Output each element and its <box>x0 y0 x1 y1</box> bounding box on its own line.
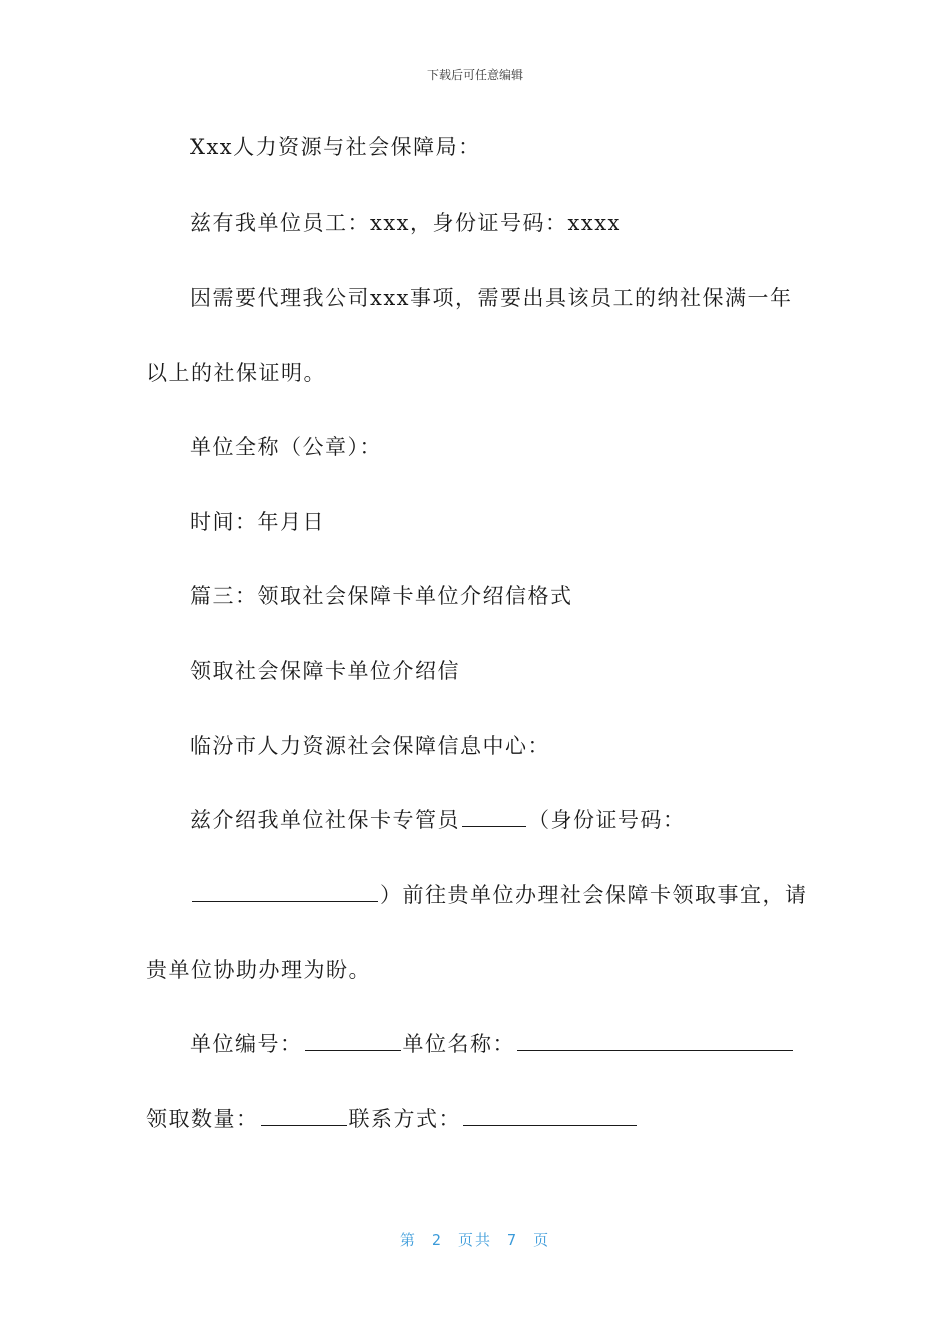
section-heading: 篇三：领取社会保障卡单位介绍信格式 <box>190 584 573 608</box>
quantity-blank[interactable] <box>261 1107 347 1126</box>
page-footer <box>0 1229 950 1250</box>
id-number-label: （身份证号码： <box>528 808 686 832</box>
unit-number-label: 单位编号： <box>190 1032 303 1056</box>
introduction-line <box>190 807 686 833</box>
page-suffix: 页 <box>533 1231 551 1249</box>
addressee-line: Xxx人力资源与社会保障局： <box>190 135 481 159</box>
unit-name-label: 单位名称： <box>402 1032 515 1056</box>
page-prefix: 第 <box>399 1231 417 1249</box>
errand-text: ）前往贵单位办理社会保障卡领取事宜，请 <box>380 883 808 907</box>
company-seal-line: 单位全称（公章）： <box>190 435 382 459</box>
unit-number-blank[interactable] <box>305 1032 401 1051</box>
letter-title: 领取社会保障卡单位介绍信 <box>190 659 460 683</box>
unit-name-blank[interactable] <box>517 1032 793 1051</box>
request-line: 贵单位协助办理为盼。 <box>146 958 371 982</box>
contact-blank[interactable] <box>463 1107 637 1126</box>
introduction-text: 兹介绍我单位社保卡专管员 <box>190 808 460 832</box>
quantity-contact-line <box>146 1106 639 1132</box>
agent-name-blank[interactable] <box>462 808 526 827</box>
id-number-blank[interactable] <box>192 883 378 902</box>
purpose-line-continued: 以上的社保证明。 <box>146 361 326 385</box>
date-line: 时间：年月日 <box>190 510 325 534</box>
quantity-label: 领取数量： <box>146 1107 259 1131</box>
id-number-line <box>190 882 808 908</box>
contact-label: 联系方式： <box>348 1107 461 1131</box>
employee-line: 兹有我单位员工：xxx，身份证号码：xxxx <box>190 211 621 235</box>
purpose-line: 因需要代理我公司xxx事项，需要出具该员工的纳社保满一年 <box>190 286 793 310</box>
page-middle: 页共 <box>457 1231 492 1249</box>
unit-info-line <box>190 1031 795 1057</box>
current-page-number: 2 <box>431 1231 443 1249</box>
letter-addressee: 临汾市人力资源社会保障信息中心： <box>190 734 550 758</box>
download-note: 下载后可任意编辑 <box>426 68 523 82</box>
total-page-number: 7 <box>507 1231 519 1249</box>
